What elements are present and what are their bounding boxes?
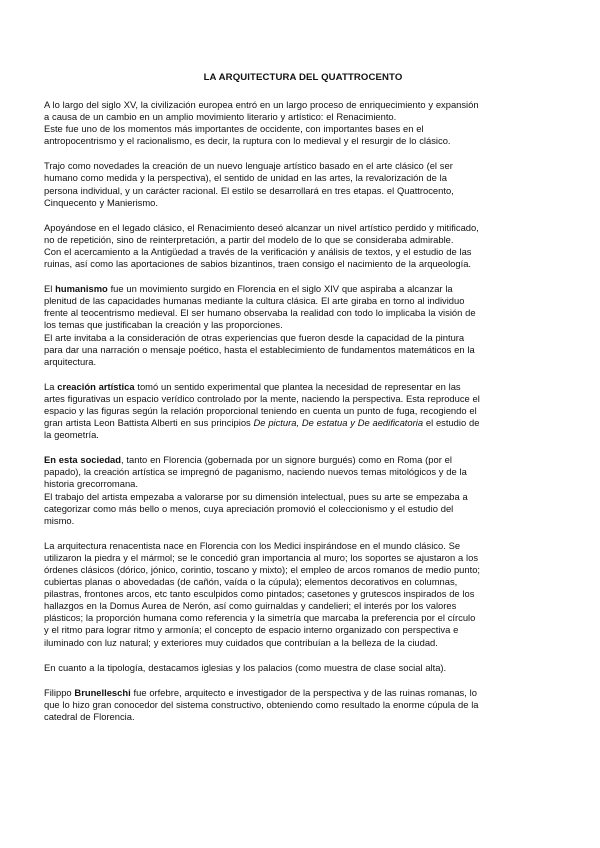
text-line: frente al teocentrismo medieval. El ser humano observaba la realidad con todo lo implicaba la visión de [44, 307, 476, 319]
text-line: persona individual, y un carácter racional. El estilo se desarrollará en tres etapas. el Quattrocento, [44, 184, 454, 196]
text-run: , tanto en Florencia (gobernada por un signore burgués) como en Roma (por el [121, 454, 452, 466]
text-line: El trabajo del artista empezaba a valorarse por su dimensión intelectual, pues su arte se empezaba a [44, 490, 468, 502]
text-line: utilizaron la piedra y el mármol; se le concedió gran importancia al muro; los soportes se ajustaron a los [44, 551, 479, 563]
text-line: humano como medida y la perspectiva), el sentido de unidad en las artes, la revalorización de la [44, 172, 447, 184]
text-line: a causa de un cambio en un amplio movimiento literario y artístico: el Renacimiento. [44, 111, 397, 123]
text-line [44, 283, 562, 295]
text-line: Cinquecento y Manierismo. [44, 196, 158, 208]
text-run: El [44, 283, 56, 295]
text-line [44, 687, 562, 699]
text-line: catedral de Florencia. [44, 710, 135, 722]
paragraph-arquitectura [44, 540, 562, 649]
text-line: y el ritmo para lograr ritmo y armonía; el concepto de espacio interno organizado con perspectiva e [44, 624, 459, 636]
text-line [44, 454, 562, 466]
text-line: que lo hizo gran conocedor del sistema constructivo, obteniendo como resultado la enorme cúpula de la [44, 698, 479, 710]
text-line: espacio y las figuras según la relación proporcional teniendo en cuenta un punto de fuga, recogiendo el [44, 404, 477, 416]
text-line: artes figurativas un espacio verídico controlado por la mente, naciendo la perspectiva. Esta reproduce el [44, 392, 480, 404]
text-line: papado), la creación artística se impregnó de paganismo, naciendo nuevos temas mitológicos y de la [44, 466, 467, 478]
paragraph-novedades [44, 160, 562, 208]
text-line: A lo largo del siglo XV, la civilización europea entró en un largo proceso de enriquecimiento y expansión [44, 99, 479, 110]
paragraph-creacion-artistica [44, 381, 562, 441]
text-line: Este fue uno de los momentos más importantes de occidente, con importantes bases en el [44, 123, 424, 135]
text-run: fue orfebre, arquitecto e investigador de la perspectiva y de las ruinas romanas, lo [130, 686, 477, 698]
bold-term: creación artística [57, 380, 135, 392]
text-line: plásticos; la proporción humana como referencia y la simetría que marcaba la preferencia por el círculo [44, 612, 476, 624]
paragraph-sociedad [44, 454, 562, 527]
text-line: los temas que justificaban la creación y las proporciones. [44, 319, 283, 331]
bold-term: En esta sociedad [44, 454, 121, 466]
italic-title: De pictura, De estatua y De aedificatoria [253, 417, 424, 429]
text-line: antropocentrismo y el racionalismo, es decir, la ruptura con lo medieval y el resurgir de lo clásico. [44, 135, 451, 147]
text-line: órdenes clásicos (dórico, jónico, corintio, toscano y mixto); el empleo de arcos romanos de medio punto; [44, 564, 481, 575]
paragraph-brunelleschi [44, 687, 562, 723]
bold-term: humanismo [55, 283, 108, 295]
text-line: para dar una narración o mensaje poético, hasta el establecimiento de fundamentos matemáticos en la [44, 343, 475, 355]
text-line: Trajo como novedades la creación de un nuevo lenguaje artístico basado en el arte clásico (el ser [44, 160, 453, 172]
text-line: pilastras, frontones arcos, etc tanto esculpidos como pintados; casetones y grutescos inspirados de los [44, 588, 475, 600]
text-line: cubiertas planas o abovedadas (de cañón, vaída o la cúpula); elementos decorativos en columnas, [44, 576, 458, 588]
text-line: no de repetición, sino de reinterpretación, a partir del modelo de lo que se consideraba admirable. [44, 233, 454, 245]
text-run: el estudio de [423, 417, 480, 429]
text-line [44, 381, 562, 393]
text-run: gran artista Leon Battista Alberti en sus principios [44, 417, 254, 429]
paragraph-intro [44, 99, 562, 147]
text-run: La [44, 380, 58, 392]
paragraph-tipologia [44, 662, 562, 674]
text-line: En cuanto a la tipología, destacamos iglesias y los palacios (como muestra de clase social alta). [44, 661, 447, 673]
paragraph-humanismo [44, 283, 562, 368]
text-line: iluminado con luz natural; y exteriores muy cuidados que contribuían a la belleza de la ciudad. [44, 636, 438, 648]
text-line: El arte invitaba a la consideración de otras experiencias que fueron desde la capacidad de la pintura [44, 331, 465, 343]
text-line: hallazgos en la Domus Aurea de Nerón, así como guirnaldas y candelieri; el interés por los valores [44, 600, 457, 612]
text-line: Con el acercamiento a la Antigüedad a través de la verificación y análisis de textos, y el estudio de las [44, 245, 472, 257]
text-run: Filippo [44, 686, 75, 698]
text-line: plenitud de las capacidades humanas mediante la cultura clásica. El arte giraba en torno al individuo [44, 295, 465, 307]
bold-term: Brunelleschi [74, 686, 131, 698]
text-line: mismo. [44, 514, 75, 526]
document-title: LA ARQUITECTURA DEL QUATTROCENTO [203, 72, 403, 83]
text-line: Apoyándose en el legado clásico, el Renacimiento deseó alcanzar un nivel artístico perdido y mitificado, [44, 221, 479, 233]
text-line: la geometría. [44, 429, 99, 441]
text-line: historia grecorromana. [44, 478, 138, 490]
text-run: tomó un sentido experimental que plantea la necesidad de representar en las [134, 380, 461, 392]
document-page [44, 72, 562, 736]
paragraph-legado-clasico [44, 222, 562, 270]
text-line: arquitectura. [44, 355, 97, 367]
text-line [44, 417, 562, 429]
text-run: fue un movimiento surgido en Florencia en el siglo XIV que aspiraba a alcanzar la [107, 283, 453, 295]
text-line: La arquitectura renacentista nace en Florencia con los Medici inspirándose en el mundo clásico. Se [44, 539, 461, 551]
text-line: ruinas, así como las aportaciones de sabios bizantinos, traen consigo el nacimiento de la arqueología. [44, 258, 472, 270]
text-line: categorizar como más bello o menos, cuya apreciación promovió el coleccionismo y el estudio del [44, 502, 454, 514]
